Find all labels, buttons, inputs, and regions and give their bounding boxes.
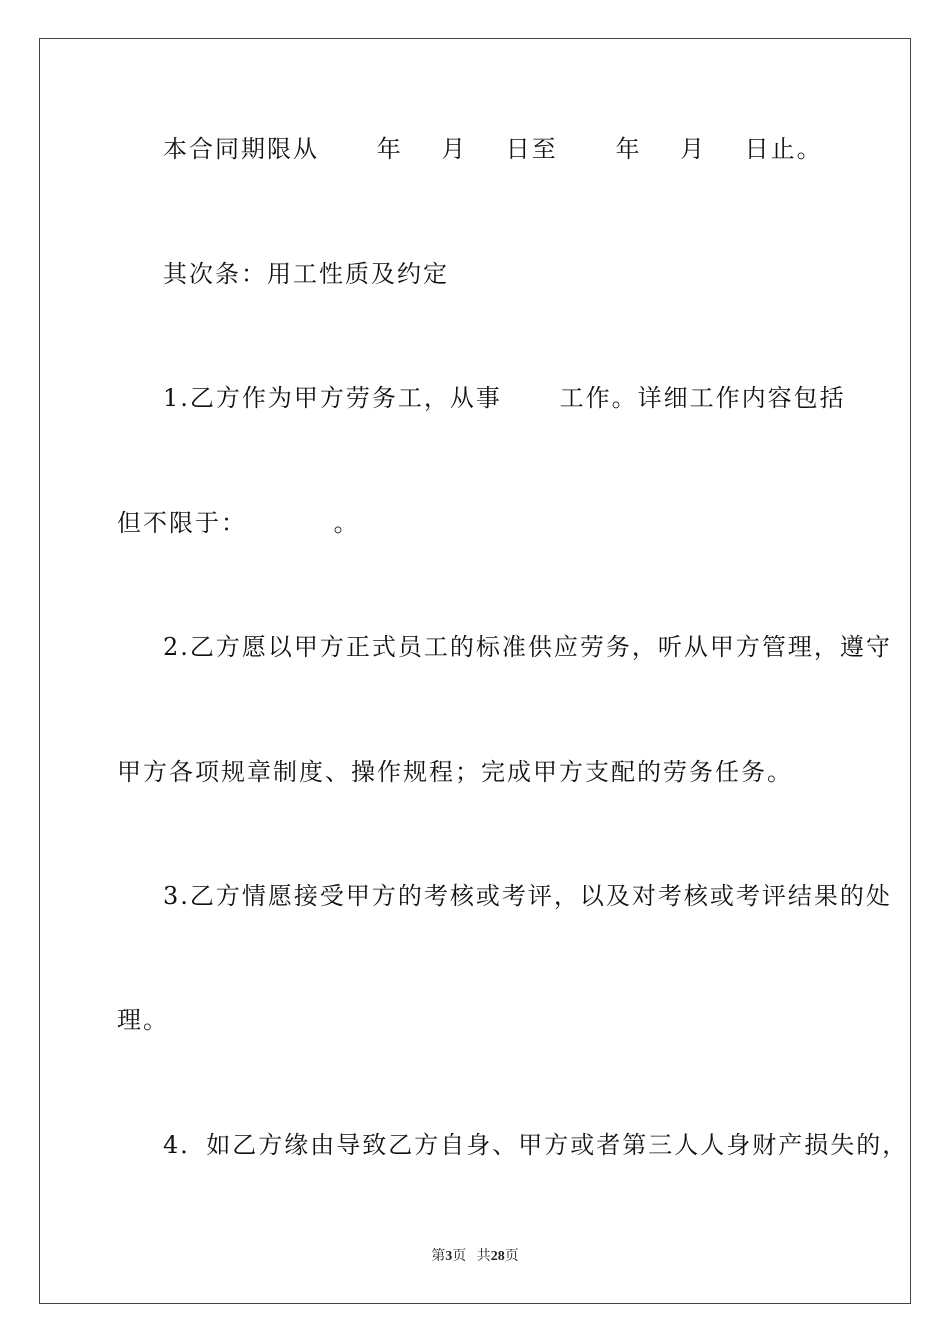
clause-2-line-1: 2.乙方愿以甲方正式员工的标准供应劳务，听从甲方管理，遵守 [163, 633, 892, 661]
page-footer [0, 1248, 950, 1266]
footer-total-number: 28 [490, 1249, 505, 1264]
clause-1-line-1: 1.乙方作为甲方劳务工，从事 工作。详细工作内容包括 [163, 384, 846, 412]
article-two-heading: 其次条：用工性质及约定 [163, 260, 449, 288]
contract-term-line: 本合同期限从 年 月 日至 年 月 日止。 [163, 135, 823, 163]
clause-3-line-2: 理。 [117, 1006, 169, 1034]
footer-total-suffix: 页 [504, 1249, 519, 1264]
footer-page-suffix: 页 [452, 1249, 467, 1264]
footer-page-number: 3 [445, 1249, 453, 1264]
clause-1-line-2: 但不限于： 。 [117, 509, 360, 537]
footer-page-prefix: 第 [431, 1249, 446, 1264]
clause-3-line-1: 3.乙方情愿接受甲方的考核或考评，以及对考核或考评结果的处 [163, 882, 892, 910]
footer-total-prefix: 共 [476, 1249, 491, 1264]
clause-4-line-1: 4．如乙方缘由导致乙方自身、甲方或者第三人人身财产损失的， [163, 1131, 909, 1159]
clause-2-line-2: 甲方各项规章制度、操作规程；完成甲方支配的劳务任务。 [117, 758, 793, 786]
page-border [39, 38, 911, 1304]
